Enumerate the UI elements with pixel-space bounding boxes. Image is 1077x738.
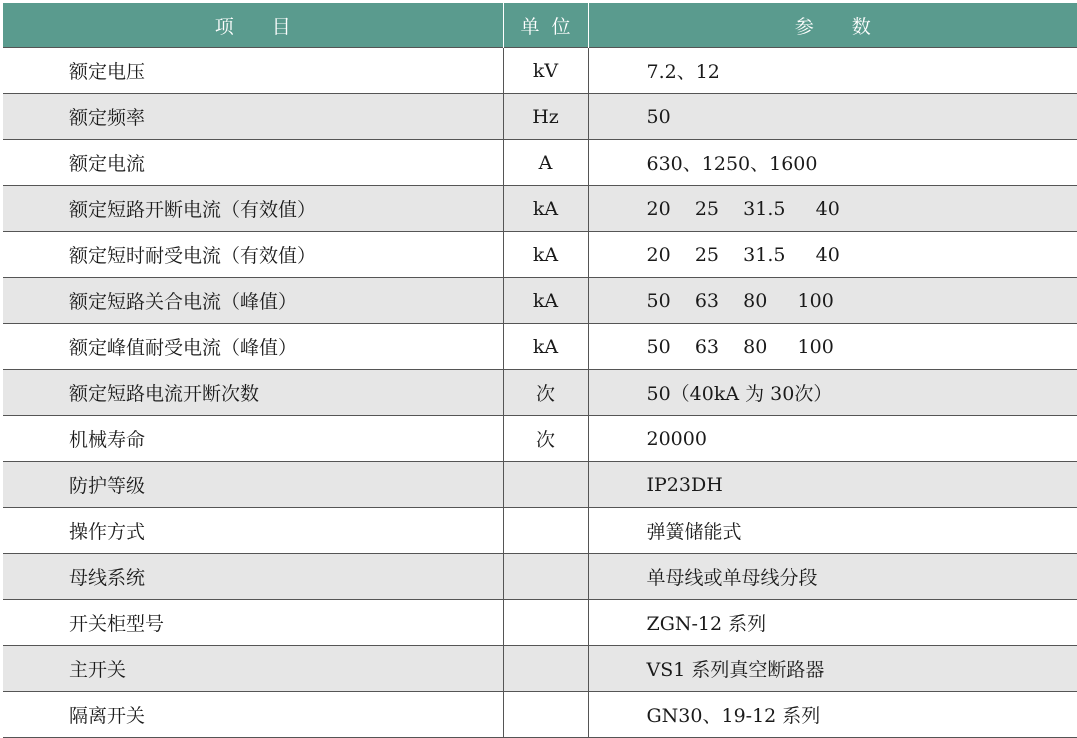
param-cell: ZGN-12 系列: [588, 600, 1077, 646]
table-row: [3, 232, 1077, 278]
header-row: [3, 3, 1077, 48]
param-cell: 50（40kA 为 30次）: [588, 370, 1077, 416]
unit-cell: [503, 508, 588, 554]
item-cell: 额定短时耐受电流（有效值）: [3, 232, 503, 278]
param-cell: 7.2、12: [588, 48, 1077, 94]
unit-cell: kA: [503, 324, 588, 370]
table-row: [3, 186, 1077, 232]
table-body: [3, 48, 1077, 738]
item-cell: 额定短路关合电流（峰值）: [3, 278, 503, 324]
table-row: [3, 646, 1077, 692]
unit-cell: Hz: [503, 94, 588, 140]
table-row: [3, 416, 1077, 462]
unit-cell: kA: [503, 278, 588, 324]
param-cell: IP23DH: [588, 462, 1077, 508]
param-cell: 50: [588, 94, 1077, 140]
param-cell: 弹簧储能式: [588, 508, 1077, 554]
item-cell: 操作方式: [3, 508, 503, 554]
param-cell: 20000: [588, 416, 1077, 462]
param-cell: 50 63 80 100: [588, 278, 1077, 324]
item-cell: 母线系统: [3, 554, 503, 600]
unit-cell: [503, 462, 588, 508]
param-cell: 630、1250、1600: [588, 140, 1077, 186]
item-cell: 隔离开关: [3, 692, 503, 738]
item-cell: 机械寿命: [3, 416, 503, 462]
param-cell: 20 25 31.5 40: [588, 186, 1077, 232]
item-cell: 额定短路电流开断次数: [3, 370, 503, 416]
header-item: 项 目: [3, 3, 503, 48]
unit-cell: kV: [503, 48, 588, 94]
unit-cell: A: [503, 140, 588, 186]
table-row: [3, 324, 1077, 370]
item-cell: 额定电压: [3, 48, 503, 94]
unit-cell: [503, 646, 588, 692]
item-cell: 主开关: [3, 646, 503, 692]
table-row: [3, 278, 1077, 324]
table-row: [3, 508, 1077, 554]
param-cell: 50 63 80 100: [588, 324, 1077, 370]
unit-cell: kA: [503, 186, 588, 232]
unit-cell: 次: [503, 416, 588, 462]
table-row: [3, 600, 1077, 646]
table-row: [3, 554, 1077, 600]
item-cell: 额定电流: [3, 140, 503, 186]
param-cell: 单母线或单母线分段: [588, 554, 1077, 600]
unit-cell: [503, 554, 588, 600]
table-row: [3, 140, 1077, 186]
header-param: 参 数: [588, 3, 1077, 48]
header-unit: 单 位: [503, 3, 588, 48]
item-cell: 开关柜型号: [3, 600, 503, 646]
param-cell: VS1 系列真空断路器: [588, 646, 1077, 692]
unit-cell: 次: [503, 370, 588, 416]
table-row: [3, 94, 1077, 140]
item-cell: 额定频率: [3, 94, 503, 140]
unit-cell: kA: [503, 232, 588, 278]
table-row: [3, 462, 1077, 508]
table-row: [3, 48, 1077, 94]
table-row: [3, 370, 1077, 416]
table-header: [3, 3, 1077, 48]
spec-table: [3, 3, 1077, 738]
unit-cell: [503, 600, 588, 646]
param-cell: 20 25 31.5 40: [588, 232, 1077, 278]
param-cell: GN30、19-12 系列: [588, 692, 1077, 738]
item-cell: 防护等级: [3, 462, 503, 508]
item-cell: 额定峰值耐受电流（峰值）: [3, 324, 503, 370]
item-cell: 额定短路开断电流（有效值）: [3, 186, 503, 232]
